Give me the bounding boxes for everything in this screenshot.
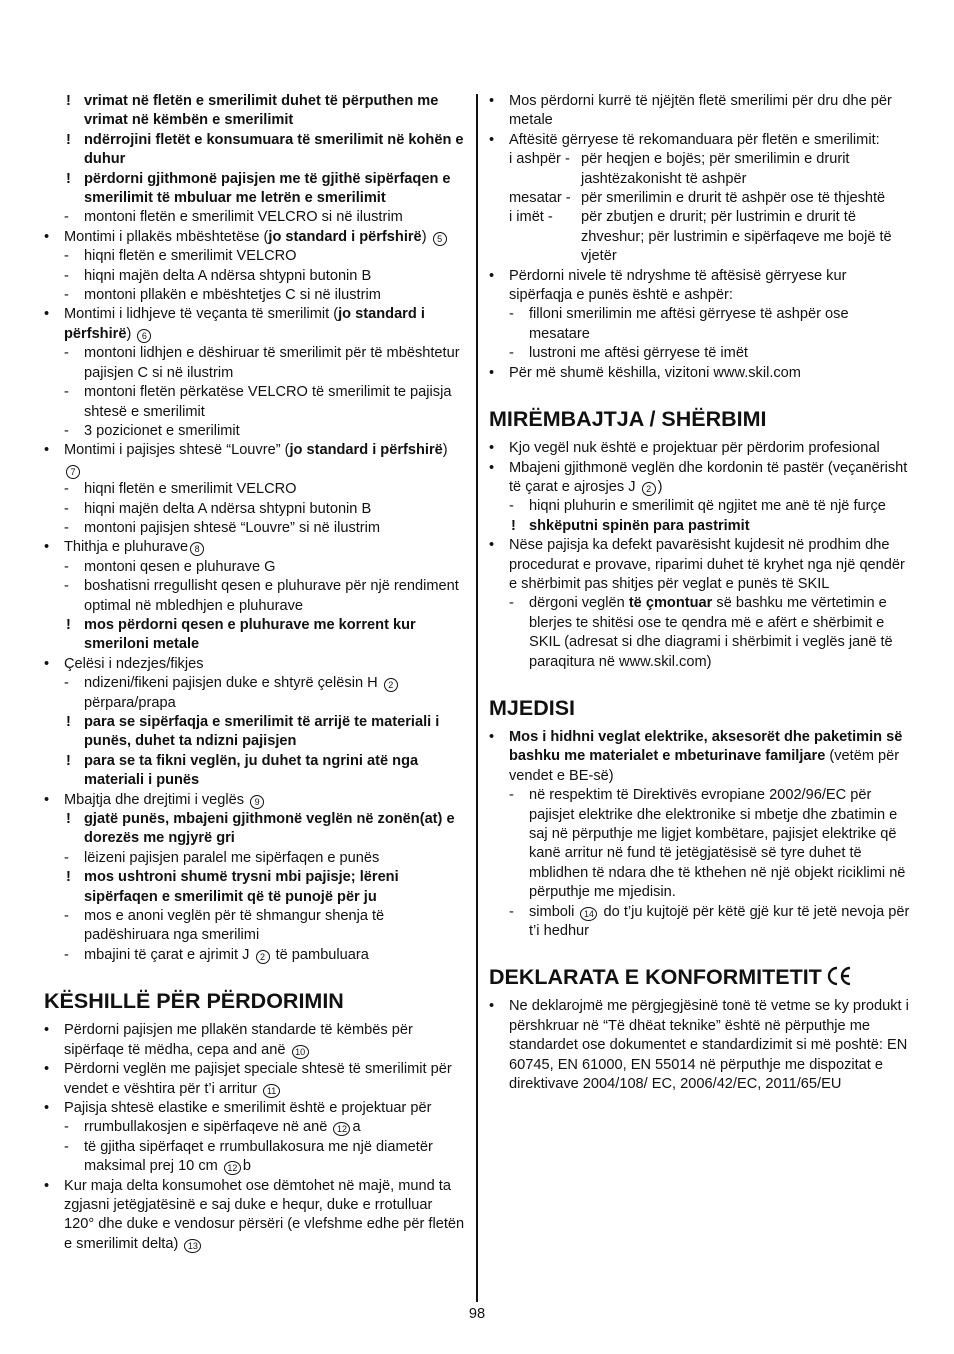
warning-item: ! përdorni gjithmonë pajisjen me të gjithë sipërfaqen e smerilimit të mbuluar me letrën e smerilimit	[66, 170, 451, 207]
section-heading-environment: MJEDISI	[489, 695, 576, 720]
dash-item: - mbajini të çarat e ajrimit J 2 të pambuluara	[64, 946, 369, 963]
ref-number: 2	[256, 950, 270, 964]
bullet-item: • Kur maja delta konsumohet ose dëmtohet në majë, mund ta zgjasni jetëgjatësinë e saj duke e hequr, duke e rrotulluar 120° dhe duke e vendosur përsëri (e vlefshme edhe për fletën e smerilimit delta) 13	[44, 1177, 465, 1252]
dash-item: - rrumbullakosjen e sipërfaqeve në anë 12 a	[64, 1119, 361, 1136]
bullet-item: • Kjo vegël nuk është e projektuar për përdorim profesional	[489, 440, 880, 457]
warning-item: ! vrimat në fletën e smerilimit duhet të përputhen me vrimat në këmbën e smerilimit	[66, 93, 439, 129]
dash-item: - montoni lidhjen e dëshiruar të smerilimit për të mbështetur pajisjen C si në ilustrim	[64, 345, 460, 381]
ref-number: 2	[384, 678, 398, 692]
warning-item: ! mos përdorni qesen e pluhurave me korrent kur smeriloni metale	[66, 616, 416, 653]
ref-number: 12	[333, 1122, 350, 1136]
dash-item: - 3 pozicionet e smerilimit	[64, 422, 240, 439]
dash-item: - mos e anoni veglën për të shmangur shenja të padëshiruara nga smerilimi	[64, 908, 385, 944]
dash-item: - lëizeni pajisjen paralel me sipërfaqen e punës	[64, 849, 380, 866]
warning-item: ! gjatë punës, mbajeni gjithmonë veglën në zonën(at) e dorezës me ngjyrë gri	[66, 811, 455, 847]
ref-number: 12	[224, 1161, 241, 1175]
bullet-item: • Mbajtja dhe drejtimi i veglës 9	[44, 791, 466, 810]
dash-item: - montoni pajisjen shtesë “Louvre” si në ilustrim	[64, 519, 381, 536]
dash-item: - hiqni pluhurin e smerilimit që ngjitet me anë të një furçe	[509, 498, 886, 515]
ref-number: 11	[263, 1084, 280, 1098]
ref-number: 7	[66, 465, 80, 479]
bullet-item: • Mos i hidhni veglat elektrike, aksesorët dhe paketimin së bashku me materialet e mbeturinave familjare (vetëm për vendet e BE-së)	[489, 728, 903, 784]
grade-row: mesatar - për smerilimin e drurit të ashpër ose të thjeshtë	[509, 190, 886, 207]
grade-row: i imët - për zbutjen e drurit; për lustrimin e drurit të zhveshur; për lustrimin e sipërfaqeve me bojë të vjetër	[509, 209, 892, 265]
grade-row: i ashpër - për heqjen e bojës; për smerilimin e drurit jashtëzakonisht të ashpër	[509, 151, 850, 187]
ce-mark-icon	[826, 966, 852, 986]
bullet-item: • Përdorni pajisjen me pllakën standarde të këmbës për sipërfaqe të mëdha, cepa and anë 10	[44, 1022, 413, 1058]
bullet-item: • Thithja e pluhurave 8	[44, 538, 466, 557]
bullet-item: • Aftësitë gërryese të rekomanduara për fletën e smerilimit:	[489, 131, 880, 148]
section-heading-maintenance: MIRËMBAJTJA / SHËRBIMI	[489, 407, 767, 432]
ref-number: 5	[433, 232, 447, 246]
bullet-item: • Montimi i lidhjeve të veçanta të smerilimit (jo standard i përfshirë) 6	[44, 306, 425, 342]
page-number: 98	[468, 1306, 486, 1322]
bullet-item: • Për më shumë këshilla, vizitoni www.skil.com	[489, 364, 801, 381]
bullet-item: • Montimi i pajisjes shtesë “Louvre” (jo standard i përfshirë) 7	[44, 442, 448, 477]
dash-item: - në respektim të Direktivës evropiane 2002/96/EC për pajisjet elektrike dhe elektronike si mbetje dhe zbatimin e saj në përputhje me ligjet kombëtare, pajisjet elektrike që kanë arritur në fund të jetëgjatësisë së tyre duhet të mblidhen të ndara dhe të kthehen në një objekt riciklimi në përputhje me mjedisin.	[509, 787, 906, 901]
section-heading-tips: KËSHILLË PËR PËRDORIMIN	[44, 989, 344, 1014]
ref-number: 2	[642, 482, 656, 496]
ref-number: 13	[184, 1239, 201, 1253]
dash-item: - dërgoni veglën të çmontuar së bashku me vërtetimin e blerjes te shitësi ose te qendra më e afërt e shërbimit e SKIL (adresat si dhe diagrami i shërbimit i veglës janë të paraqitura në www.skil.com)	[509, 595, 893, 670]
bullet-item: • Ne deklarojmë me përgjegjësinë tonë të vetme se ky produkt i përshkruar në “Të dhëat teknike” është në përputhje me standardet ose dokumentet e standardizimit si më poshtë: EN 60745, EN 61000, EN 55014 në përputhje me dispozitat e direktivave 2004/108/ EC, 2006/42/EC, 2011/65/EU	[489, 998, 909, 1093]
column-divider	[476, 94, 478, 1302]
bullet-item: • Montimi i pllakës mbështetëse (jo standard i përfshirë) 5	[44, 228, 466, 247]
bullet-item: • Pajisja shtesë elastike e smerilimit është e projektuar për	[44, 1099, 432, 1116]
warning-item: ! para se sipërfaqja e smerilimit të arrijë te materiali i punës, duhet ta ndizni pajisjen	[66, 714, 440, 750]
ref-number: 8	[190, 542, 204, 556]
dash-item: - simboli 14 do t’ju kujtojë për këtë gjë kur të jetë nevoja për t’i hedhur	[509, 903, 910, 940]
right-column	[489, 92, 913, 1094]
dash-item: - filloni smerilimin me aftësi gërryese të ashpër ose mesatare	[509, 306, 849, 342]
dash-item: - lustroni me aftësi gërryese të imët	[509, 345, 748, 362]
dash-item: - montoni fletën përkatëse VELCRO të smerilimit te pajisja shtesë e smerilimit	[64, 384, 452, 420]
warning-item: ! shkëputni spinën para pastrimit	[511, 517, 750, 534]
dash-item: - hiqni majën delta A ndërsa shtypni butonin B	[64, 267, 372, 284]
dash-item: - ndizeni/fikeni pajisjen duke e shtyrë çelësin H 2 përpara/prapa	[44, 674, 466, 713]
bullet-item: • Mos përdorni kurrë të njëjtën fletë smerilimi për dru dhe për metale	[489, 93, 892, 129]
dash-item: - hiqni fletën e smerilimit VELCRO	[64, 481, 297, 498]
dash-item: - montoni qesen e pluhurave G	[64, 558, 276, 575]
warning-item: ! mos ushtroni shumë trysni mbi pajisje; lëreni sipërfaqen e smerilimit që të punojë për ju	[66, 869, 399, 905]
left-column	[44, 92, 466, 1254]
dash-item: - hiqni majën delta A ndërsa shtypni butonin B	[64, 500, 372, 517]
dash-item: - montoni pllakën e mbështetjes C si në ilustrim	[64, 287, 381, 304]
warning-item: ! para se ta fikni veglën, ju duhet ta ngrini atë nga materiali i punës	[66, 752, 419, 789]
bullet-item: • Përdorni nivele të ndryshme të aftësisë gërryese kur sipërfaqja e punës është e ashpër:	[489, 267, 847, 304]
bullet-item: • Nëse pajisja ka defekt pavarësisht kujdesit në prodhim dhe procedurat e provave, riparimi duhet të kryhet nga një qendër e shërbimit pas shitjes për veglat e punës të SKIL	[489, 537, 905, 592]
ref-number: 9	[250, 795, 264, 809]
dash-item: - hiqni fletën e smerilimit VELCRO	[64, 248, 297, 265]
ref-number: 10	[292, 1045, 309, 1059]
ref-number: 6	[137, 329, 151, 343]
ref-number: 14	[580, 907, 597, 921]
bullet-item: • Mbajeni gjithmonë veglën dhe kordonin të pastër (veçanërisht të çarat e ajrosjes J 2 )	[489, 459, 908, 495]
dash-item: - boshatisni rregullisht qesen e pluhurave për një rendiment optimal në mbledhjen e pluhurave	[64, 578, 459, 614]
bullet-item: • Çelësi i ndezjes/fikjes	[44, 655, 204, 672]
dash-item: - montoni fletën e smerilimit VELCRO si në ilustrim	[64, 209, 403, 226]
dash-item: - të gjitha sipërfaqet e rrumbullakosura me një diametër maksimal prej 10 cm 12 b	[64, 1138, 433, 1175]
section-heading-declaration: DEKLARATA E KONFORMITETIT	[489, 963, 913, 991]
bullet-item: • Përdorni veglën me pajisjet speciale shtesë të smerilimit për vendet e vështira për t’i arritur 11	[44, 1061, 452, 1097]
warning-item: ! ndërrojini fletët e konsumuara të smerilimit në kohën e duhur	[66, 131, 464, 168]
